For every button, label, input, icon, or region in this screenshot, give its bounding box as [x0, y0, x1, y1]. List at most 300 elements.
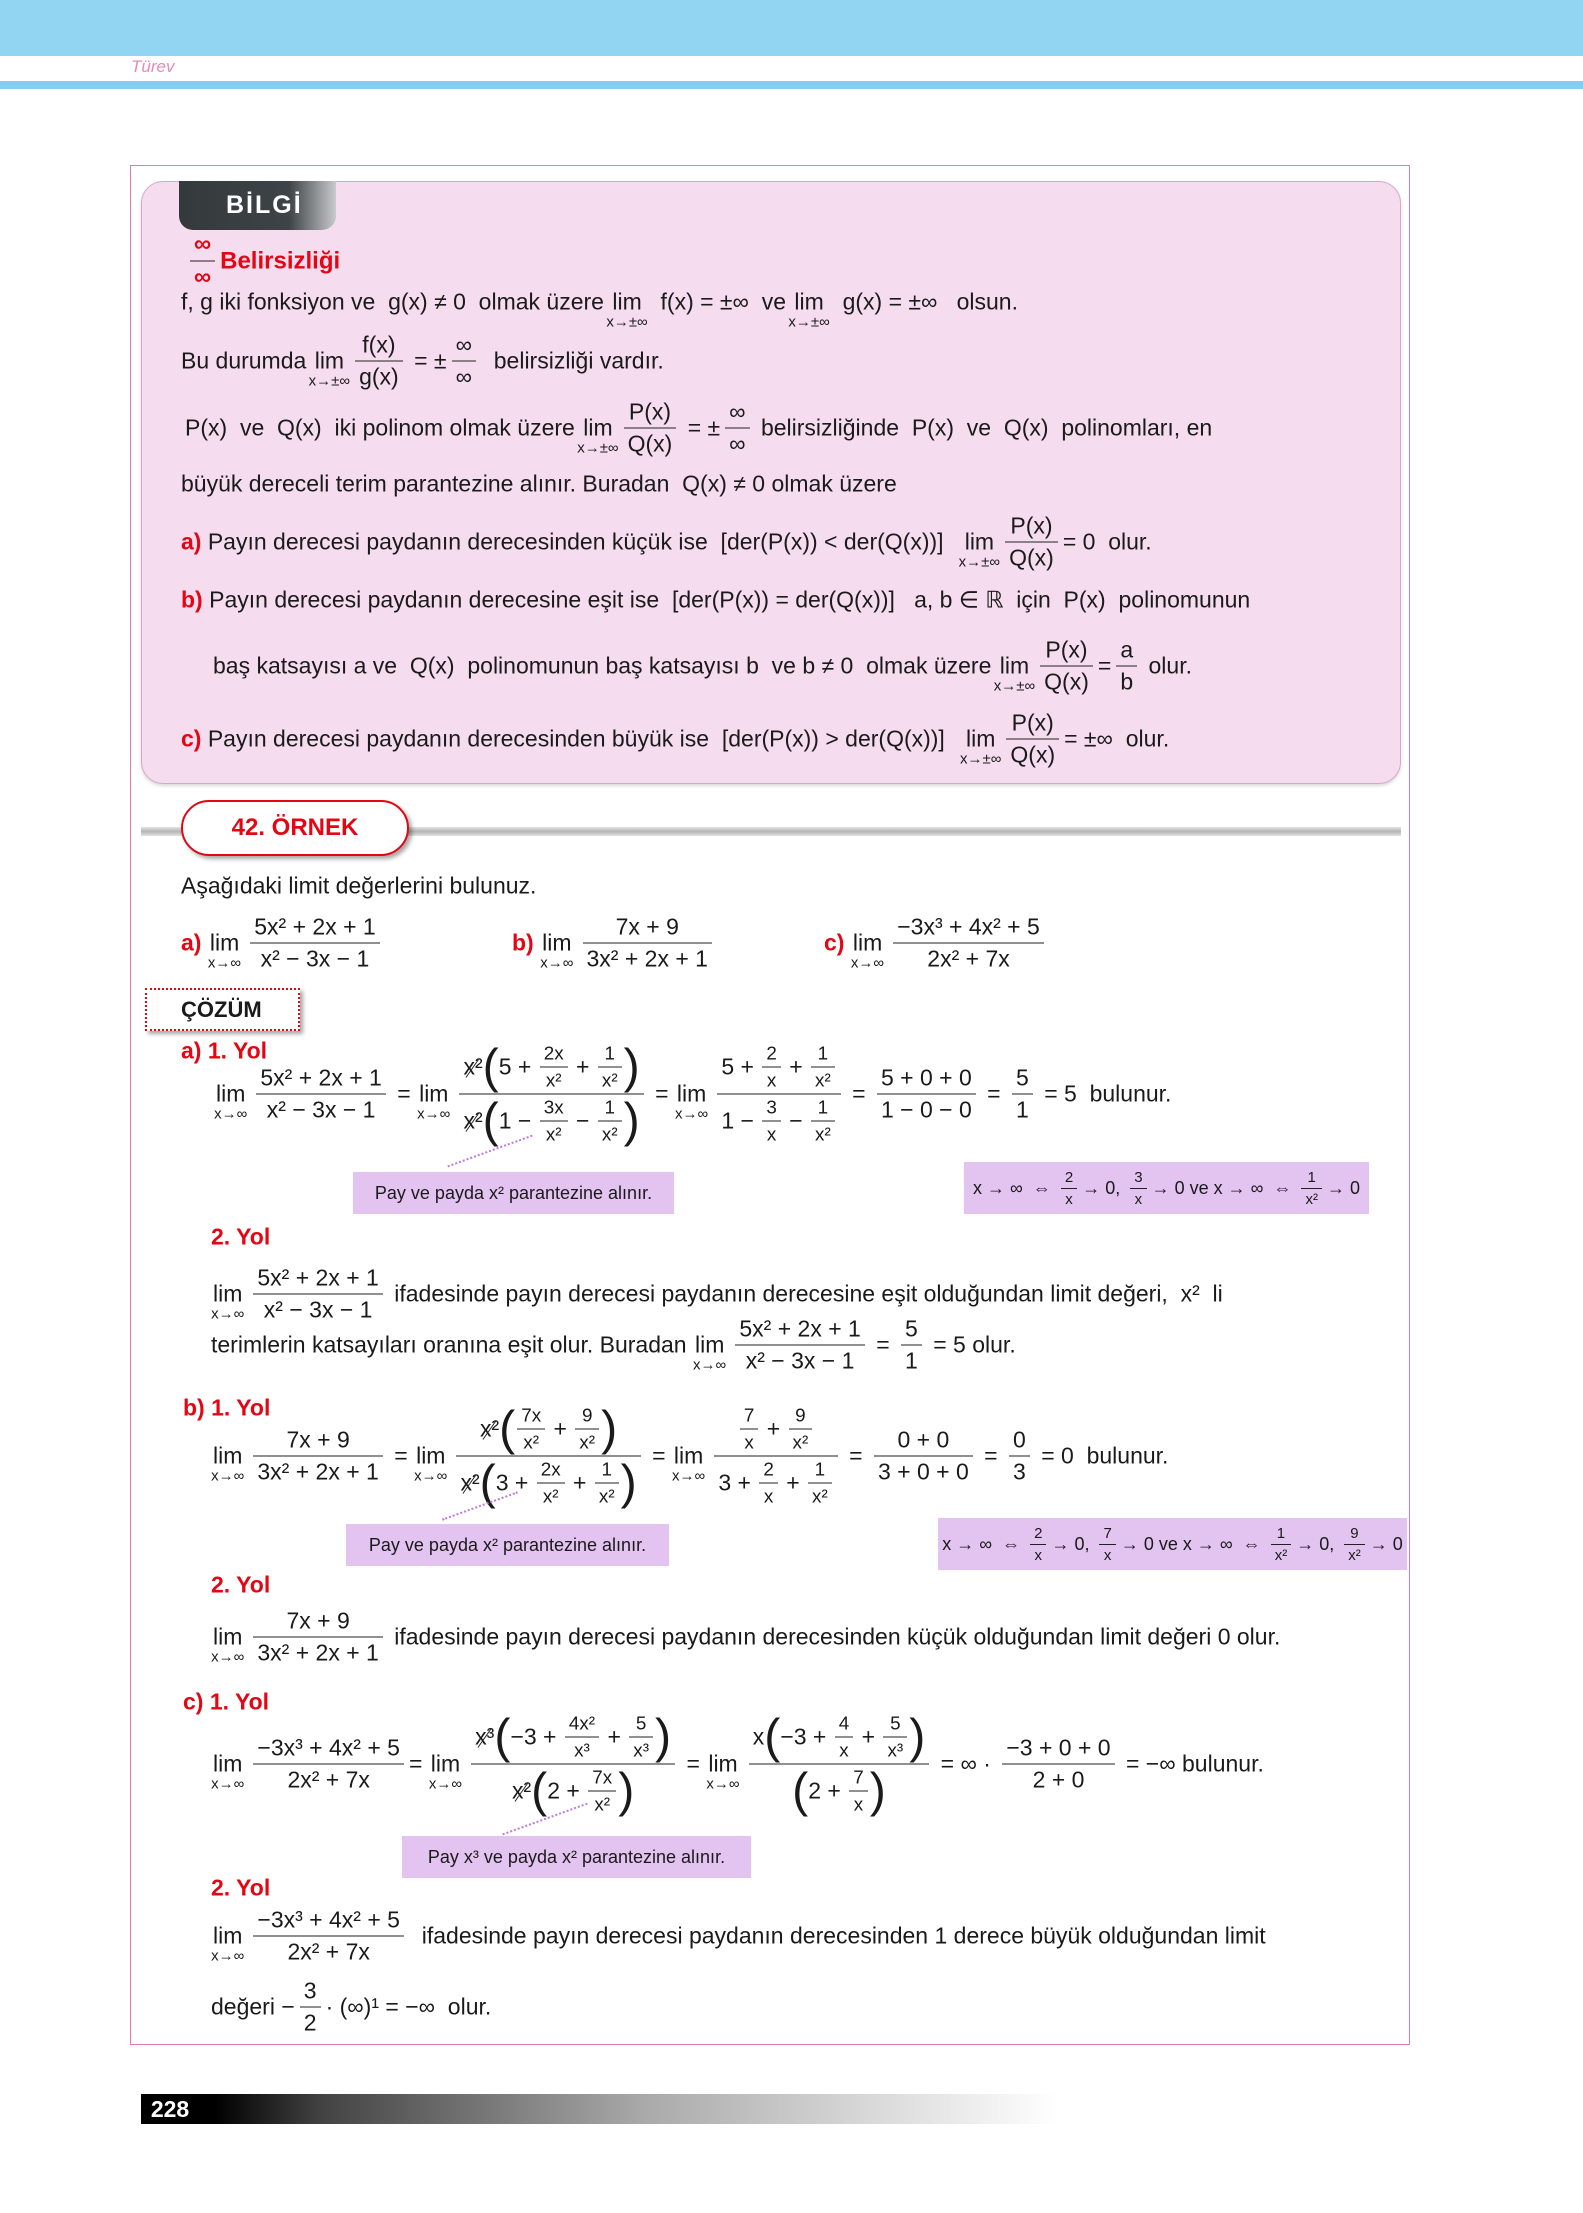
limit-subscript: x→±∞ [993, 677, 1036, 695]
math-text: x [839, 1739, 849, 1761]
numerator [459, 1043, 643, 1095]
fraction [588, 1767, 616, 1816]
math-text: = 5 olur. [926, 1331, 1016, 1358]
math-text: → 0, [1051, 1533, 1095, 1554]
math-text: x² [1274, 1546, 1288, 1564]
lim-word: lim [416, 1442, 446, 1469]
denominator [849, 1792, 868, 1816]
problem-a [181, 914, 385, 973]
numerator [1009, 1427, 1030, 1457]
math-text: + [760, 1415, 787, 1442]
lim-word: lim [966, 725, 996, 752]
math-text: 5 [890, 1712, 901, 1734]
fraction [749, 1713, 930, 1816]
math-text: x³ [574, 1739, 590, 1761]
denominator [583, 944, 712, 973]
math-text: 5 + [721, 1053, 761, 1080]
math-text: Bu durumda [181, 347, 313, 374]
numerator [540, 1043, 568, 1068]
math-text: 7x + 9 [286, 1607, 350, 1634]
limit [693, 1331, 727, 1374]
limit-subscript: x→∞ [417, 1105, 451, 1123]
numerator [1130, 1169, 1146, 1189]
math-text: ( 1 − [498, 1107, 538, 1134]
numerator [300, 1978, 321, 2008]
fraction [1006, 710, 1059, 769]
denominator [1009, 1457, 1030, 1486]
limit-subscript: x→∞ [414, 1467, 448, 1485]
math-text: 5x² + 2x + 1 [257, 1264, 379, 1291]
limit [577, 414, 619, 457]
math-text: x² − 3x − 1 [263, 1296, 373, 1323]
math-text: 7x + 9 [615, 913, 679, 940]
numerator [540, 1097, 568, 1122]
solution-c-equation [211, 1713, 1264, 1816]
math-text [534, 930, 540, 957]
numerator [811, 1097, 835, 1122]
math-text: x² [579, 1431, 596, 1453]
math-text: g(x) = ±∞ olsun. [829, 288, 1018, 315]
red-label: 1. Yol [207, 1037, 268, 1064]
lim-word: lim [213, 1922, 243, 1949]
math-text: x² [1305, 1190, 1318, 1208]
limit [672, 1442, 706, 1485]
math-text: Pay ve payda x² parantezine alınır. [374, 1182, 653, 1203]
math-text: + [547, 1415, 574, 1442]
numerator [253, 1907, 404, 1937]
math-text: 2x [540, 1458, 561, 1480]
lim-word: lim [694, 1331, 725, 1358]
math-text: 7x + 9 [286, 1426, 350, 1453]
numerator [877, 1065, 976, 1095]
math-text: 7 [1103, 1524, 1112, 1542]
parenthesized-group [483, 1043, 640, 1092]
math-text: x [766, 1069, 777, 1091]
math-text: x [1103, 1546, 1112, 1564]
solution-c-method-2: 2. Yol [211, 1874, 271, 1901]
parenthesized-group [480, 1459, 637, 1508]
math-text: 2 [766, 1042, 777, 1064]
math-text: ( 3 + [495, 1469, 535, 1496]
math-text: = [387, 1442, 415, 1469]
info-rule-c [181, 710, 1169, 769]
fraction [1002, 1735, 1114, 1794]
math-text: P(x) [1045, 636, 1088, 663]
numerator [253, 1265, 382, 1295]
math-text: ( −3 + [510, 1723, 563, 1750]
math-text: ifadesinde payın derecesi paydanın derecesine eşit olduğundan limit değeri, x² li [387, 1280, 1223, 1307]
math-text: x [763, 1485, 774, 1507]
math-text: 3x [543, 1096, 564, 1118]
limit-subscript: x→∞ [214, 1105, 248, 1123]
numerator [355, 332, 403, 362]
math-text: x² [601, 1123, 618, 1145]
numerator [1099, 1525, 1115, 1545]
math-text: 7 [743, 1404, 755, 1426]
numerator [811, 1043, 835, 1068]
cancelled-term: x² [463, 1107, 483, 1134]
math-text: 9 [581, 1404, 593, 1426]
denominator [565, 1738, 599, 1762]
limit [414, 1442, 448, 1485]
math-text: ∞ [455, 331, 472, 358]
math-text: 7x [592, 1766, 613, 1788]
fraction [595, 1459, 619, 1508]
denominator [789, 1430, 813, 1454]
fraction [901, 1316, 922, 1375]
limit-subscript: x→∞ [693, 1356, 727, 1374]
infinity-over-infinity-symbol [185, 231, 220, 292]
math-text: ifadesinde payın derecesi paydanın derecesinden 1 derece büyük olduğundan limit [408, 1922, 1266, 1949]
solution-a-note-left [353, 1172, 674, 1214]
numerator [565, 1713, 599, 1738]
math-text: 4 [838, 1712, 850, 1734]
math-text: 2 [763, 1458, 774, 1480]
denominator [725, 429, 749, 458]
lim-word: lim [216, 1080, 246, 1107]
lim-word: lim [852, 929, 883, 956]
denominator [893, 944, 1044, 973]
denominator [456, 1457, 640, 1508]
fraction [835, 1713, 854, 1762]
denominator [355, 362, 403, 391]
fraction [1344, 1525, 1365, 1564]
denominator [256, 1095, 385, 1124]
denominator [811, 1122, 835, 1146]
limit [214, 1080, 248, 1123]
math-text: 3 [766, 1096, 777, 1118]
top-color-bar [0, 0, 1583, 56]
denominator [253, 1638, 382, 1667]
math-text: ( 2 + [547, 1777, 587, 1804]
math-text: 1 [1016, 1096, 1029, 1123]
info-line-1 [181, 288, 1018, 331]
denominator [540, 1122, 568, 1146]
math-text: = [977, 1442, 1005, 1469]
math-text: 5 [635, 1712, 647, 1734]
denominator [717, 1095, 840, 1146]
fraction [740, 1405, 759, 1454]
solution-b-note-right [938, 1518, 1407, 1570]
fraction [762, 1043, 781, 1092]
math-text: + [566, 1469, 593, 1496]
numerator [629, 1713, 653, 1738]
fraction [540, 1043, 568, 1092]
math-text: 3x² + 2x + 1 [257, 1639, 379, 1666]
limit-subscript: x→∞ [540, 954, 574, 972]
numerator [595, 1459, 619, 1484]
math-text: f(x) = ±∞ ve [647, 288, 793, 315]
math-text: 5 [1016, 1064, 1029, 1091]
numerator [575, 1405, 599, 1430]
fraction [1061, 1169, 1077, 1208]
math-text: ( 5 + [498, 1053, 538, 1080]
fraction [1301, 1169, 1322, 1208]
lim-word: lim [794, 288, 824, 315]
math-text: g(x) [359, 363, 399, 390]
numerator [253, 1427, 382, 1457]
limit [993, 652, 1036, 695]
denominator [762, 1122, 781, 1146]
numerator [452, 332, 476, 362]
red-label: a) [181, 929, 202, 956]
math-text: 2x² + 7x [927, 945, 1010, 972]
math-text: 1 − 0 − 0 [880, 1096, 972, 1123]
math-text: → 0, [1082, 1177, 1126, 1198]
math-text: 1 [604, 1042, 615, 1064]
limit-subscript: x→±∞ [958, 553, 1001, 571]
numerator [1012, 1065, 1033, 1095]
info-rule-a [181, 513, 1152, 572]
math-text: b [1120, 668, 1134, 695]
math-text: = [408, 1750, 429, 1777]
math-text: 1 [604, 1096, 615, 1118]
math-text: x² [545, 1069, 562, 1091]
math-text: = [845, 1080, 872, 1107]
math-text: 1 [905, 1347, 918, 1374]
math-text: = −∞ bulunur. [1119, 1750, 1264, 1777]
fraction [537, 1459, 565, 1508]
fraction [624, 399, 677, 458]
math-text: → 0 [1369, 1533, 1403, 1554]
math-text: 4x² [568, 1712, 596, 1734]
denominator [253, 1765, 404, 1794]
limit-subscript: x→±∞ [308, 372, 351, 390]
math-text: = ± [407, 347, 447, 374]
numerator [250, 914, 379, 944]
math-text: 5x² + 2x + 1 [739, 1315, 861, 1342]
math-text: x [1065, 1190, 1073, 1208]
math-text: x² − 3x − 1 [745, 1347, 855, 1374]
footer-bar [141, 2094, 1058, 2124]
math-text: ∞ [729, 398, 746, 425]
math-text: 9 [795, 1404, 806, 1426]
math-text: = [842, 1442, 869, 1469]
lim-word: lim [676, 1080, 707, 1107]
lim-word: lim [708, 1750, 738, 1777]
math-text: + [569, 1053, 596, 1080]
math-text: x [853, 1793, 864, 1815]
limit [308, 347, 351, 390]
cancelled-term: x² [460, 1469, 480, 1496]
parenthesized-group [499, 1405, 617, 1454]
info-line-3 [185, 399, 1212, 458]
solution-label: ÇÖZÜM [145, 988, 300, 1031]
lim-word: lim [213, 1623, 243, 1650]
fraction [1130, 1169, 1146, 1208]
info-rule-b [181, 587, 1250, 614]
limit-subscript: x→±∞ [606, 313, 648, 331]
math-text: x³ [633, 1739, 650, 1761]
math-text: 1 [814, 1458, 826, 1480]
math-text: x³ [887, 1739, 904, 1761]
math-text: 2 [1064, 1168, 1074, 1186]
math-text: x [1034, 1546, 1043, 1564]
numerator [256, 1065, 385, 1095]
denominator [1002, 1765, 1114, 1794]
math-text: 3 + 0 + 0 [877, 1458, 969, 1485]
math-text: 3x² + 2x + 1 [257, 1458, 379, 1485]
numerator [624, 399, 677, 429]
math-text: P(x) [1011, 709, 1054, 736]
solution-a-equation [214, 1043, 1171, 1146]
fraction [471, 1713, 675, 1816]
lim-word: lim [964, 528, 995, 555]
math-text: 3 [1013, 1458, 1026, 1485]
math-text: belirsizliği vardır. [480, 347, 664, 374]
math-text [844, 930, 850, 957]
limit-subscript: x→∞ [211, 1467, 245, 1485]
fraction [1009, 1427, 1030, 1486]
math-text: x [766, 1123, 777, 1145]
math-text: 3x² + 2x + 1 [586, 945, 708, 972]
limit [211, 1442, 245, 1485]
numerator [725, 399, 749, 429]
math-text: ifadesinde payın derecesi paydanın derecesinden küçük olduğundan limit değeri 0 olur. [387, 1623, 1281, 1650]
numerator [1116, 637, 1137, 667]
denominator [901, 1346, 922, 1375]
math-text: değeri − [211, 1993, 295, 2020]
math-text: 1 − [721, 1107, 761, 1134]
info-heading [185, 231, 340, 292]
limit-subscript: x→∞ [428, 1775, 463, 1793]
fraction [1099, 1525, 1115, 1564]
numerator [835, 1713, 854, 1738]
fraction [759, 1459, 778, 1508]
limit-subscript: x→±∞ [959, 750, 1002, 768]
denominator [1061, 1189, 1077, 1208]
lim-word: lim [542, 929, 572, 956]
fraction [565, 1713, 599, 1762]
math-text: P(x) ve Q(x) iki polinom olmak üzere [185, 414, 582, 441]
math-text: 0 + 0 [897, 1426, 950, 1453]
solution-c-heading [183, 1689, 269, 1716]
fraction [256, 1065, 385, 1124]
math-text: f, g iki fonksiyon ve g(x) ≠ 0 olmak üzere [181, 288, 611, 315]
limit [211, 1623, 245, 1666]
red-label: a) [181, 528, 202, 555]
math-text: x² [601, 1069, 618, 1091]
limit-subscript: x→±∞ [788, 313, 830, 331]
numerator [735, 1316, 864, 1346]
math-text: Payın derecesi paydanın derecesinden küçük ise [der(P(x)) < der(Q(x))] [201, 528, 963, 555]
denominator [714, 1457, 837, 1508]
limit-subscript: x→±∞ [577, 439, 619, 457]
info-box-title: BİLGİ [179, 181, 336, 230]
solution-b-note-left [346, 1524, 669, 1566]
math-text: → 0 ve x → ∞ ⇔ [1120, 1533, 1266, 1554]
math-text: olur. [1142, 652, 1192, 679]
denominator [250, 944, 379, 973]
math-text: Payın derecesi paydanın derecesinden büyük ise [der(P(x)) > der(Q(x))] [201, 725, 964, 752]
lim-word: lim [213, 1442, 243, 1469]
parenthesized-group [483, 1097, 640, 1146]
limit [207, 929, 242, 972]
fraction [877, 1065, 976, 1124]
math-text: 3 + [718, 1469, 758, 1496]
limit-subscript: x→∞ [211, 1947, 245, 1965]
fraction [714, 1405, 837, 1508]
math-text: büyük dereceli terim parantezine alınır. Buradan Q(x) ≠ 0 olmak üzere [181, 470, 897, 497]
numerator [789, 1405, 813, 1430]
limit-subscript: x→∞ [672, 1467, 706, 1485]
denominator [517, 1430, 545, 1454]
math-text: = [1097, 652, 1112, 679]
denominator [1012, 1095, 1033, 1124]
math-text: = [680, 1750, 707, 1777]
fraction [190, 231, 215, 292]
numerator [762, 1097, 781, 1122]
math-text: ∞ [194, 263, 212, 291]
math-text: −3 + 0 + 0 [1006, 1734, 1111, 1761]
numerator [537, 1459, 565, 1484]
fraction [253, 1608, 382, 1667]
math-text: 5 + 0 + 0 [880, 1064, 972, 1091]
fraction [1271, 1525, 1292, 1564]
denominator [1005, 543, 1058, 572]
math-text: x² [815, 1123, 831, 1145]
fraction [575, 1405, 599, 1454]
denominator [1116, 667, 1137, 696]
math-text: x² [594, 1793, 611, 1815]
math-text: x² [598, 1485, 615, 1507]
limit [211, 1922, 245, 1965]
math-text: 1 [1307, 1168, 1316, 1186]
limit [675, 1080, 709, 1123]
math-text: 2x² + 7x [287, 1766, 370, 1793]
math-text: belirsizliğinde P(x) ve Q(x) polinomları, en [754, 414, 1213, 441]
math-text: ∞ [455, 363, 472, 390]
numerator [190, 231, 215, 262]
info-heading-text: Belirsizliği [220, 247, 341, 274]
limit [540, 929, 574, 972]
denominator [759, 1484, 778, 1508]
math-text: Pay ve payda x² parantezine alınır. [368, 1534, 647, 1555]
denominator [762, 1068, 781, 1092]
fraction [250, 914, 379, 973]
fraction [517, 1405, 545, 1454]
math-text: x → ∞ ⇔ [942, 1533, 1026, 1554]
lim-word: lim [213, 1280, 243, 1307]
limit [428, 1750, 463, 1793]
fraction [808, 1459, 832, 1508]
numerator [471, 1713, 675, 1765]
numerator [808, 1459, 832, 1484]
limit [706, 1750, 740, 1793]
fraction [1005, 513, 1058, 572]
red-label: 1. Yol [209, 1688, 270, 1715]
math-text: a [1120, 636, 1134, 663]
denominator [808, 1484, 832, 1508]
math-text: 1 [817, 1042, 829, 1064]
math-text: 9 [1350, 1524, 1359, 1542]
denominator [740, 1430, 759, 1454]
lim-word: lim [430, 1750, 461, 1777]
fraction [762, 1097, 781, 1146]
lim-word: lim [583, 414, 613, 441]
red-label: b) [181, 586, 203, 613]
math-text: Pay x³ ve payda x² parantezine alınır. [427, 1846, 726, 1867]
limit [417, 1080, 451, 1123]
math-text: + [855, 1723, 882, 1750]
math-text: + [779, 1469, 807, 1496]
limit [788, 288, 830, 331]
math-text: − [782, 1107, 810, 1134]
red-label: c) [181, 725, 202, 752]
solution-c-note [402, 1836, 751, 1878]
denominator [575, 1430, 599, 1454]
numerator [1002, 1735, 1114, 1765]
